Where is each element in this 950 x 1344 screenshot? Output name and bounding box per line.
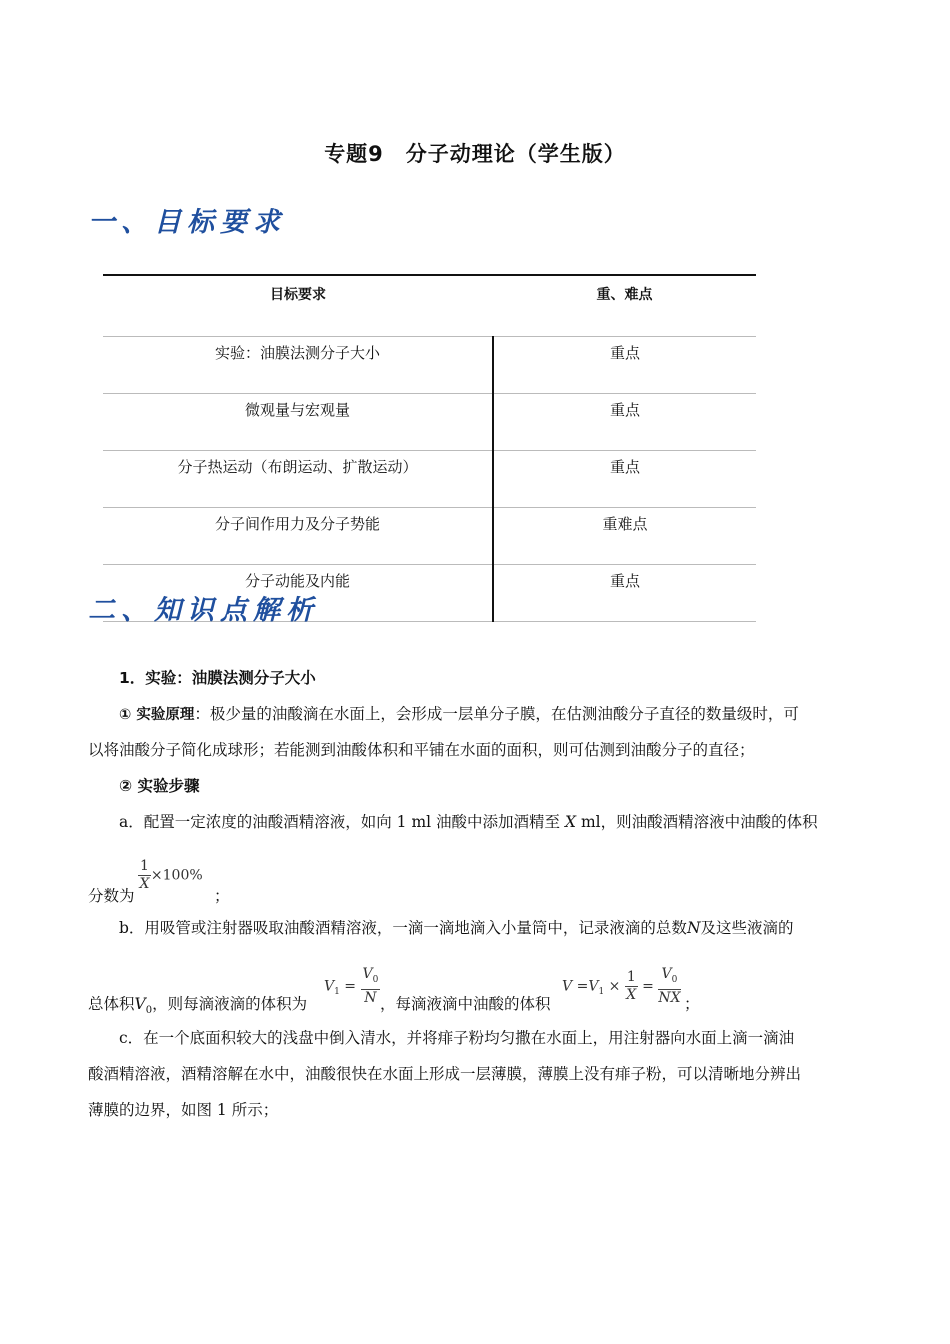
frac-num-sub: 0: [671, 974, 678, 985]
frac-den-text: X: [139, 876, 150, 892]
fraction-1-over-x: [138, 858, 151, 893]
table-cell-priority: 重点: [493, 451, 756, 508]
frac-den-text: NX: [658, 989, 681, 1006]
frac-num: 1: [626, 968, 636, 985]
frac-den: [625, 987, 638, 1004]
var-v0: V: [134, 995, 146, 1013]
table-row: [103, 394, 756, 451]
step-a-text3: 分数为: [88, 887, 135, 905]
formula-volume-fraction: [138, 858, 203, 893]
table-cell-goal: 分子间作用力及分子势能: [103, 508, 493, 565]
item-1-title: 1．实验：油膜法测分子大小: [119, 669, 316, 687]
frac-den: [361, 990, 381, 1007]
frac-num-v: V: [362, 966, 373, 982]
frac-num: [361, 966, 381, 990]
step-b-text3: 总体积: [88, 995, 135, 1013]
formula-v1b-sub: 1: [598, 987, 605, 998]
table-row: [103, 337, 756, 394]
step-c-line1: c．在一个底面积较大的浅盘中倒入清水，并将痱子粉均匀撒在水面上，用注射器向水面上滴一滴油: [119, 1029, 795, 1047]
table-row: [103, 451, 756, 508]
table-row: [103, 508, 756, 565]
step-c-line3: 薄膜的边界，如图 1 所示；: [88, 1101, 279, 1119]
table-header-row: [103, 275, 756, 337]
frac-num-v: V: [661, 966, 672, 982]
fraction-1-over-x-b: [625, 969, 638, 1004]
table-cell-priority: 重点: [493, 565, 756, 622]
table-cell-priority: 重点: [493, 337, 756, 394]
frac-den-text: N: [364, 989, 377, 1006]
step-b-text4: ，则每滴液滴的体积为: [152, 995, 308, 1013]
goals-table: [103, 274, 756, 622]
step-b-text2: 及这些液滴的: [700, 919, 794, 937]
var-v0-sub: 0: [145, 1005, 153, 1017]
formula-v1b: V: [588, 978, 599, 995]
var-x: X: [564, 813, 577, 831]
var-n: N: [686, 919, 701, 937]
principle-text: ：极少量的油酸滴在水面上，会形成一层单分子膜，在估测油酸分子直径的数量级时，可: [194, 705, 799, 723]
formula-v: V: [562, 978, 573, 995]
table-cell-priority: 重点: [493, 394, 756, 451]
step-a-end: ；: [214, 887, 230, 905]
table-header-goal: 目标要求: [103, 275, 493, 337]
formula-v1-sub: 1: [334, 987, 340, 998]
page-title: 专题9 分子动理论（学生版）: [324, 142, 626, 166]
step-b-text1: b．用吸管或注射器吸取油酸酒精溶液，一滴一滴地滴入小量筒中，记录液滴的总数: [119, 919, 687, 937]
principle-label: ① 实验原理: [119, 707, 195, 723]
frac-den: [658, 990, 680, 1007]
table-cell-priority: 重难点: [493, 508, 756, 565]
table-cell-goal: 分子热运动（布朗运动、扩散运动）: [103, 451, 493, 508]
frac-num: 1: [140, 858, 149, 874]
fraction-v0-over-n: [361, 966, 381, 1007]
table-cell-goal: 微观量与宏观量: [103, 394, 493, 451]
frac-num-sub: 0: [372, 974, 379, 985]
section-heading-goals: 一、目标要求: [88, 207, 286, 238]
step-b-end: ；: [684, 995, 700, 1013]
table-cell-goal: 分子动能及内能: [103, 565, 493, 622]
step-a-text2: ml，则油酸酒精溶液中油酸的体积: [576, 813, 818, 831]
steps-label: ② 实验步骤: [119, 777, 200, 795]
frac-den-text: X: [626, 986, 637, 1003]
principle-paragraph: [88, 696, 863, 733]
formula-drop-volume: $V_1$ = $\frac{V_0}{N}$: [324, 966, 379, 1006]
step-a-line2: [88, 878, 863, 914]
step-a-text1: a．配置一定浓度的油酸酒精溶液，如向 1 ml 油酸中添加酒精至: [119, 813, 561, 831]
formula-percent: ×100%: [150, 867, 203, 884]
step-b-text5: ，每滴液滴中油酸的体积: [380, 995, 551, 1013]
formula-oil-volume: $V =V_1$ × $\frac{1}{X}$ = $\frac{V_0}{NX}$: [562, 966, 681, 1006]
step-b-line1: [88, 910, 863, 946]
section-heading-knowledge: 二、知识点解析: [88, 595, 319, 626]
formula-v1: V: [324, 978, 335, 995]
principle-text-line2: 以将油酸分子简化成球形；若能测到油酸体积和平铺在水面的面积，则可估测到油酸分子的直径；: [88, 741, 755, 759]
step-c-line2: 酸酒精溶液，酒精溶解在水中，油酸很快在水面上形成一层薄膜，薄膜上没有痱子粉，可以清晰地分辨出: [88, 1065, 802, 1083]
fraction-v0-over-nx: [658, 966, 680, 1007]
table-cell-goal: 实验：油膜法测分子大小: [103, 337, 493, 394]
table-header-priority: 重、难点: [493, 275, 756, 337]
frac-num: [658, 966, 680, 990]
step-a-line1: [88, 804, 863, 840]
frac-den: [138, 876, 151, 893]
